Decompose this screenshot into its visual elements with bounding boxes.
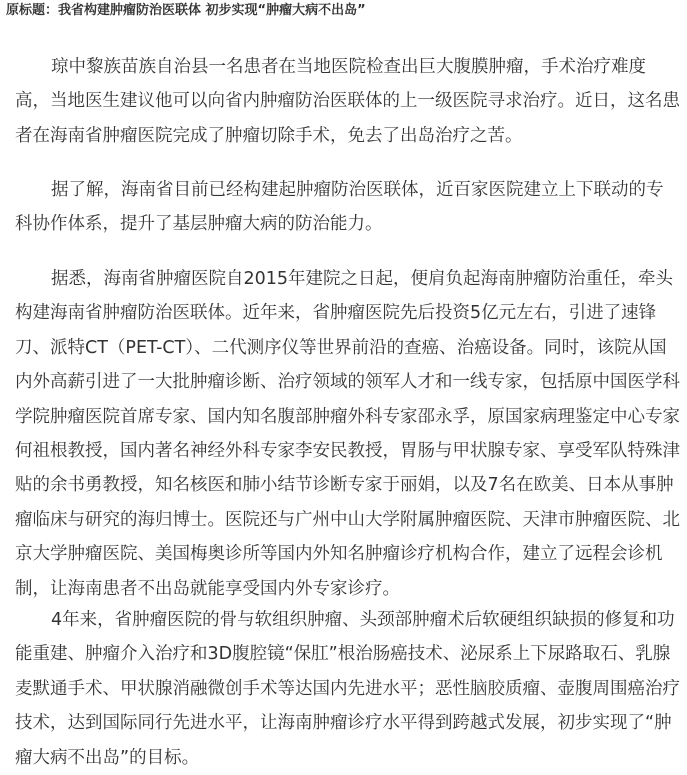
paragraph-3: 据悉，海南省肿瘤医院自2015年建院之日起，便肩负起海南肿瘤防治重任，牵头构建海南省肿瘤防治医联体。近年来，省肿瘤医院先后投资5亿元左右，引进了速锋刀、派特CT（PET-CT）、二代测序仪等世界前沿的查癌、治癌设备。同时，该院从国内外高薪引进了一大批肿瘤诊断、治疗领域的领军人才和一线专家，包括原中国医学科学院肿瘤医院首席专家、国内知名腹部肿瘤外科专家邵永孚，原国家病理鉴定中心专家何祖根教授，国内著名神经外科专家李安民教授，胃肠与甲状腺专家、享受军队特殊津贴的余书勇教授，知名核医和肺小结节诊断专家于丽娟，以及7名在欧美、日本从事肿瘤临床与研究的海归博士。医院还与广州中山大学附属肿瘤医院、天津市肿瘤医院、北京大学肿瘤医院、美国梅奥诊所等国内外知名肿瘤诊疗机构合作，建立了远程会诊机制，让海南患者不出岛就能享受国内外专家诊疗。 bbox=[15, 269, 680, 599]
paragraph-4: 4年来，省肿瘤医院的骨与软组织肿瘤、头颈部肿瘤术后软硬组织缺损的修复和功能重建、肿瘤介入治疗和3D腹腔镜“保肛”根治肠癌技术、泌尿系上下尿路取石、乳腺麦默通手术、甲状腺消融微创手术等达国内先进水平；恶性脑胶质瘤、壶腹周围癌治疗技术，达到国际同行先进水平，让海南肿瘤诊疗水平得到跨越式发展，初步实现了“肿瘤大病不出岛”的目标。 bbox=[15, 610, 680, 768]
paragraph-1: 琼中黎族苗族自治县一名患者在当地医院检查出巨大腹膜肿瘤，手术治疗难度高，当地医生建议他可以向省内肿瘤防治医联体的上一级医院寻求治疗。近日，这名患者在海南省肿瘤医院完成了肿瘤切除手术，免去了出岛治疗之苦。 bbox=[15, 57, 680, 146]
original-title: 原标题：我省构建肿瘤防治医联体 初步实现“肿瘤大病不出岛” bbox=[6, 3, 366, 18]
paragraph-2: 据了解，海南省目前已经构建起肿瘤防治医联体，近百家医院建立上下联动的专科协作体系，提升了基层肿瘤大病的防治能力。 bbox=[15, 180, 664, 235]
